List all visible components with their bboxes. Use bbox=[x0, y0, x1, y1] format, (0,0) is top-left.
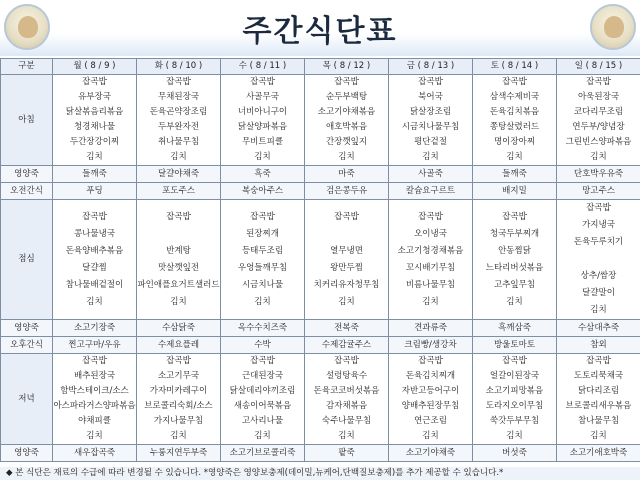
menu-item: 무채된장국 bbox=[157, 92, 200, 102]
menu-item: 도토리묵채국 bbox=[573, 371, 624, 381]
menu-item: 돈육두루치기 bbox=[573, 237, 624, 247]
menu-item: 감자채볶음 bbox=[325, 401, 368, 411]
column-header-day: 화 ( 8 / 10 ) bbox=[137, 59, 221, 75]
menu-item: 도라지오이무침 bbox=[485, 401, 544, 411]
menu-item: 잡곡밥 bbox=[502, 211, 527, 222]
menu-cell bbox=[473, 354, 557, 445]
menu-item: 너비아니구이 bbox=[237, 107, 288, 117]
menu-item: 김치 bbox=[254, 296, 271, 307]
menu-cell bbox=[389, 75, 473, 166]
row-label: 오후간식 bbox=[1, 337, 53, 354]
menu-item: 브로콜리새우볶음 bbox=[565, 401, 632, 411]
menu-item: 닭다리조림 bbox=[577, 386, 620, 396]
menu-item: 김치 bbox=[338, 296, 355, 307]
menu-cell: 검은콩두유 bbox=[305, 183, 389, 200]
column-header-label: 구분 bbox=[1, 59, 53, 75]
menu-cell: 수삼닭죽 bbox=[137, 320, 221, 337]
row-label: 영양죽 bbox=[1, 166, 53, 183]
menu-cell: 수제감귤주스 bbox=[305, 337, 389, 354]
menu-item: 잡곡밥 bbox=[334, 77, 359, 87]
menu-item: 잡곡밥 bbox=[334, 211, 359, 222]
menu-item: 근대된장국 bbox=[241, 371, 284, 381]
menu-item: 잡곡밥 bbox=[418, 77, 443, 87]
menu-item: 가자미카레구이 bbox=[149, 386, 208, 396]
menu-item: 상추/쌈장 bbox=[580, 271, 617, 281]
menu-item: 잡곡밥 bbox=[502, 356, 527, 366]
menu-item: 김치 bbox=[254, 431, 271, 441]
menu-cell: 소고기야채죽 bbox=[389, 445, 473, 462]
menu-item: 소고기피망볶음 bbox=[485, 386, 544, 396]
menu-item: 참나물무침 bbox=[577, 416, 620, 426]
menu-item: 달걀찜 bbox=[82, 262, 107, 273]
menu-cell bbox=[221, 75, 305, 166]
menu-item: 사골무국 bbox=[246, 92, 279, 102]
menu-item: 아욱된장국 bbox=[577, 92, 620, 102]
page-title: 주간식단표 bbox=[242, 14, 398, 49]
menu-cell: 복숭아주스 bbox=[221, 183, 305, 200]
menu-item: 가지냉국 bbox=[582, 220, 615, 230]
menu-cell: 사골죽 bbox=[389, 166, 473, 183]
menu-item: 김치 bbox=[422, 152, 439, 162]
breakfast-row bbox=[1, 75, 640, 166]
menu-item bbox=[557, 251, 640, 268]
menu-cell bbox=[473, 200, 557, 320]
menu-item: 김치 bbox=[590, 152, 607, 162]
menu-item: 삼색수제비국 bbox=[489, 92, 540, 102]
menu-cell: 들깨죽 bbox=[53, 166, 137, 183]
menu-item: 파인애플요거트샐러드 bbox=[137, 279, 220, 290]
menu-item: 콩나물냉국 bbox=[73, 228, 116, 239]
menu-item: 청경채나물 bbox=[73, 122, 116, 132]
menu-cell bbox=[305, 200, 389, 320]
afternoon-snack-row bbox=[1, 337, 640, 354]
menu-item: 소고기야채볶음 bbox=[317, 107, 376, 117]
menu-cell: 수박 bbox=[221, 337, 305, 354]
menu-cell bbox=[137, 354, 221, 445]
menu-item: 김치 bbox=[170, 431, 187, 441]
weekly-menu-table bbox=[0, 58, 640, 462]
menu-cell: 달걀야채죽 bbox=[137, 166, 221, 183]
menu-cell: 전복죽 bbox=[305, 320, 389, 337]
menu-item: 달걀말이 bbox=[582, 288, 615, 298]
menu-item: 잡곡밥 bbox=[166, 77, 191, 87]
menu-item: 시금치나물 bbox=[241, 279, 284, 290]
menu-cell bbox=[53, 354, 137, 445]
menu-item: 잡곡밥 bbox=[166, 211, 191, 222]
menu-item: 오이냉국 bbox=[414, 228, 447, 239]
menu-item: 돈육김치찌개 bbox=[405, 371, 456, 381]
menu-cell: 흑깨삼죽 bbox=[473, 320, 557, 337]
menu-item: 숙주나물무침 bbox=[321, 416, 372, 426]
column-header-day: 목 ( 8 / 12 ) bbox=[305, 59, 389, 75]
menu-cell bbox=[305, 354, 389, 445]
menu-item: 꼬시배기무침 bbox=[405, 262, 456, 273]
menu-cell bbox=[137, 75, 221, 166]
menu-cell: 버섯죽 bbox=[473, 445, 557, 462]
menu-item: 닭살양파볶음 bbox=[237, 122, 288, 132]
menu-item: 소고기청경채볶음 bbox=[397, 245, 464, 256]
menu-cell: 옥수수치즈죽 bbox=[221, 320, 305, 337]
menu-item: 양배추된장무침 bbox=[401, 401, 460, 411]
menu-cell: 새우잡곡죽 bbox=[53, 445, 137, 462]
menu-item: 간장깻잎지 bbox=[325, 137, 368, 147]
menu-cell: 소고기애호박죽 bbox=[557, 445, 640, 462]
menu-item: 설렁탕육수 bbox=[325, 371, 368, 381]
menu-item: 잡곡밥 bbox=[418, 356, 443, 366]
menu-cell bbox=[53, 75, 137, 166]
page-header bbox=[0, 0, 640, 56]
menu-item: 순두부백탕 bbox=[325, 92, 368, 102]
menu-item: 잡곡밥 bbox=[250, 356, 275, 366]
menu-item: 김치 bbox=[590, 305, 607, 315]
menu-cell: 참외 bbox=[557, 337, 640, 354]
column-header-day: 수 ( 8 / 11 ) bbox=[221, 59, 305, 75]
menu-cell bbox=[557, 200, 640, 320]
menu-item: 애호박볶음 bbox=[325, 122, 368, 132]
menu-item: 북어국 bbox=[418, 92, 443, 102]
menu-cell bbox=[53, 200, 137, 320]
menu-cell: 칼슘요구르트 bbox=[389, 183, 473, 200]
menu-cell: 배지밀 bbox=[473, 183, 557, 200]
menu-item: 등태두조림 bbox=[241, 245, 284, 256]
menu-item: 얼갈이된장국 bbox=[489, 371, 540, 381]
menu-item: 청국두부찌개 bbox=[489, 228, 540, 239]
menu-item: 된장찌개 bbox=[246, 228, 279, 239]
menu-item: 자반고등어구이 bbox=[401, 386, 460, 396]
menu-cell: 들깨죽 bbox=[473, 166, 557, 183]
dinner-row bbox=[1, 354, 640, 445]
menu-item: 돈육코코버섯볶음 bbox=[313, 386, 380, 396]
menu-cell bbox=[473, 75, 557, 166]
menu-item: 김치 bbox=[506, 152, 523, 162]
menu-item: 열무냉면 bbox=[330, 245, 363, 256]
row-label: 영양죽 bbox=[1, 445, 53, 462]
menu-item: 고추잎무침 bbox=[493, 279, 536, 290]
menu-item: 잡곡밥 bbox=[82, 211, 107, 222]
column-header-day: 월 ( 8 / 9 ) bbox=[53, 59, 137, 75]
menu-item: 쫑탕살렸러드 bbox=[489, 122, 540, 132]
menu-item: 잡곡밥 bbox=[586, 203, 611, 213]
menu-cell bbox=[137, 200, 221, 320]
menu-item bbox=[305, 226, 388, 243]
morning-snack-row bbox=[1, 183, 640, 200]
menu-item bbox=[137, 226, 220, 243]
row-label: 저녁 bbox=[1, 354, 53, 445]
menu-item: 고사리나물 bbox=[241, 416, 284, 426]
menu-item: 잡곡밥 bbox=[502, 77, 527, 87]
menu-item: 비름나물무침 bbox=[405, 279, 456, 290]
menu-item: 잡곡밥 bbox=[586, 77, 611, 87]
menu-item: 닭살장조림 bbox=[409, 107, 452, 117]
row-label: 아침 bbox=[1, 75, 53, 166]
menu-item: 평단겉절 bbox=[414, 137, 447, 147]
menu-item: 김치 bbox=[422, 431, 439, 441]
menu-cell bbox=[557, 354, 640, 445]
menu-item: 코다리무조림 bbox=[573, 107, 624, 117]
menu-item: 치커리유자청무침 bbox=[313, 279, 380, 290]
menu-cell: 팥죽 bbox=[305, 445, 389, 462]
lunch-porridge-row bbox=[1, 320, 640, 337]
menu-item: 김치 bbox=[86, 296, 103, 307]
menu-item: 두부완자전 bbox=[157, 122, 200, 132]
column-header-day: 토 ( 8 / 14 ) bbox=[473, 59, 557, 75]
menu-item: 김치 bbox=[170, 152, 187, 162]
menu-cell: 망고주스 bbox=[557, 183, 640, 200]
menu-item: 아스파라거스양파볶음 bbox=[53, 401, 136, 411]
menu-item: 브로콜리숙회/소스 bbox=[144, 401, 213, 411]
menu-cell bbox=[221, 200, 305, 320]
menu-item: 김치 bbox=[506, 431, 523, 441]
footer-note: ◆ 본 식단은 재료의 수급에 따라 변경될 수 있습니다. *영양죽은 영양보충제(데이밀,뉴케어,단백질보충제)를 추가 제공할 수 있습니다.* bbox=[0, 467, 640, 480]
menu-item: 김치 bbox=[590, 431, 607, 441]
header-row bbox=[1, 59, 640, 75]
menu-item: 왕만두찜 bbox=[330, 262, 363, 273]
menu-cell: 소고기브로콜리죽 bbox=[221, 445, 305, 462]
menu-item: 시금치나물무침 bbox=[401, 122, 460, 132]
dinner-porridge-row bbox=[1, 445, 640, 462]
menu-item: 연근조림 bbox=[414, 416, 447, 426]
menu-cell bbox=[389, 354, 473, 445]
row-label: 오전간식 bbox=[1, 183, 53, 200]
row-label: 점심 bbox=[1, 200, 53, 320]
menu-cell: 누룽지연두부죽 bbox=[137, 445, 221, 462]
menu-item: 잡곡밥 bbox=[586, 356, 611, 366]
menu-item: 김치 bbox=[86, 431, 103, 441]
breakfast-porridge-row bbox=[1, 166, 640, 183]
menu-item: 소고기무국 bbox=[157, 371, 200, 381]
menu-item: 가지나물무침 bbox=[153, 416, 204, 426]
menu-cell: 수제요플레 bbox=[137, 337, 221, 354]
column-header-day: 일 ( 8 / 15 ) bbox=[557, 59, 640, 75]
menu-item: 참나물배겉절이 bbox=[65, 279, 124, 290]
menu-cell: 소고기장죽 bbox=[53, 320, 137, 337]
menu-cell bbox=[221, 354, 305, 445]
menu-item: 그린빈스양파볶음 bbox=[565, 137, 632, 147]
menu-cell bbox=[305, 75, 389, 166]
menu-item: 유부장국 bbox=[78, 92, 111, 102]
menu-item: 잡곡밥 bbox=[82, 77, 107, 87]
lunch-row bbox=[1, 200, 640, 320]
menu-item: 잡곡밥 bbox=[82, 356, 107, 366]
menu-cell: 단호박우유죽 bbox=[557, 166, 640, 183]
menu-item: 돈육양배추볶음 bbox=[65, 245, 124, 256]
menu-item: 쑥갓두부무침 bbox=[489, 416, 540, 426]
menu-cell: 방울토마토 bbox=[473, 337, 557, 354]
menu-item: 김치 bbox=[422, 296, 439, 307]
menu-item: 배추된장국 bbox=[73, 371, 116, 381]
menu-cell bbox=[557, 75, 640, 166]
menu-item: 김치 bbox=[506, 296, 523, 307]
menu-item: 김치 bbox=[254, 152, 271, 162]
menu-item: 무비트피클 bbox=[241, 137, 284, 147]
menu-item: 명이장아찌 bbox=[493, 137, 536, 147]
menu-item: 김치 bbox=[170, 296, 187, 307]
menu-item: 취나물무침 bbox=[157, 137, 200, 147]
menu-cell: 찐고구마/우유 bbox=[53, 337, 137, 354]
menu-item: 우엉들깨무침 bbox=[237, 262, 288, 273]
menu-item: 두간장강이찌 bbox=[69, 137, 120, 147]
menu-cell: 마죽 bbox=[305, 166, 389, 183]
menu-cell: 흑죽 bbox=[221, 166, 305, 183]
chef-emblem-icon bbox=[590, 4, 636, 50]
menu-item: 반계탕 bbox=[166, 245, 191, 256]
menu-item: 김치 bbox=[86, 152, 103, 162]
menu-item: 잡곡밥 bbox=[166, 356, 191, 366]
row-label: 영양죽 bbox=[1, 320, 53, 337]
menu-item: 잡곡밥 bbox=[250, 77, 275, 87]
menu-item: 안동찜닭 bbox=[498, 245, 531, 256]
menu-item: 맛살깻잎전 bbox=[157, 262, 200, 273]
menu-item: 돈육곤약장조림 bbox=[149, 107, 208, 117]
menu-item: 새송이어묵볶음 bbox=[233, 401, 292, 411]
menu-item: 김치 bbox=[338, 431, 355, 441]
menu-cell: 크림빵/생강차 bbox=[389, 337, 473, 354]
menu-item: 닭살볶음리볶음 bbox=[65, 107, 124, 117]
column-header-day: 금 ( 8 / 13 ) bbox=[389, 59, 473, 75]
menu-item: 함박스테이크/소스 bbox=[60, 386, 129, 396]
menu-item: 잡곡밥 bbox=[418, 211, 443, 222]
menu-item: 돈육김치볶음 bbox=[489, 107, 540, 117]
menu-cell: 견과류죽 bbox=[389, 320, 473, 337]
menu-item: 연두부/양념장 bbox=[572, 122, 625, 132]
menu-item: 닭살데리야끼조림 bbox=[229, 386, 296, 396]
menu-item: 잡곡밥 bbox=[250, 211, 275, 222]
menu-item: 야채피클 bbox=[78, 416, 111, 426]
menu-cell: 수삼대추죽 bbox=[557, 320, 640, 337]
menu-cell bbox=[389, 200, 473, 320]
menu-cell: 푸딩 bbox=[53, 183, 137, 200]
menu-item: 느타리버섯볶음 bbox=[485, 262, 544, 273]
menu-cell: 포도주스 bbox=[137, 183, 221, 200]
menu-item: 잡곡밥 bbox=[334, 356, 359, 366]
menu-item: 김치 bbox=[338, 152, 355, 162]
